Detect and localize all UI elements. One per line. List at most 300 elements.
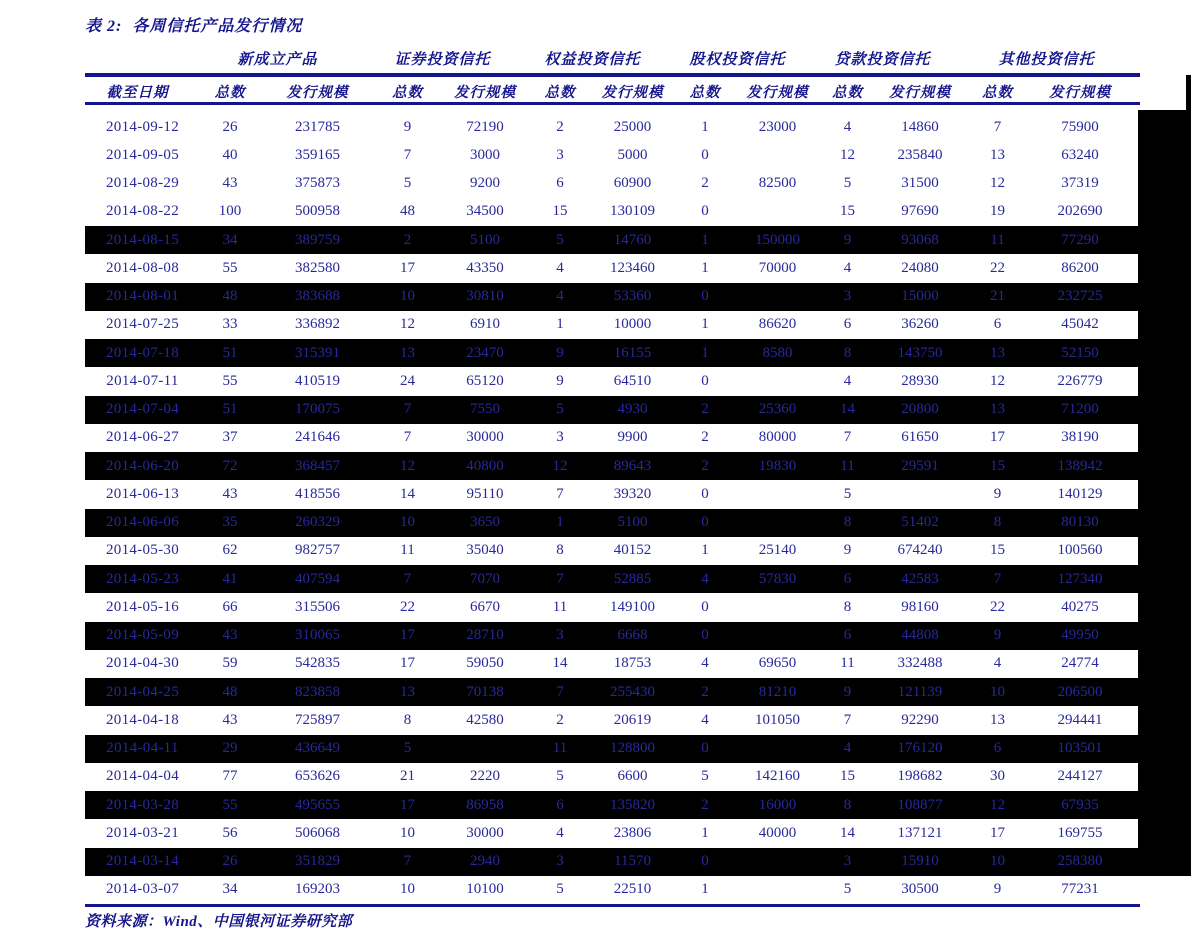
value-cell: 48 <box>222 288 238 305</box>
value-cell: 10000 <box>613 316 652 333</box>
value-cell: 4 <box>843 259 852 276</box>
value-cell: 11 <box>840 655 855 672</box>
value-cell: 14 <box>840 401 855 418</box>
group-header-stock-equity-trust: 股权投资信托 <box>689 51 786 68</box>
value-cell: 2940 <box>470 853 500 870</box>
value-cell: 15000 <box>901 288 939 305</box>
value-cell: 315506 <box>295 598 340 615</box>
value-cell: 17 <box>400 655 415 672</box>
group-header-loan-trust: 贷款投资信托 <box>834 51 931 68</box>
value-cell: 823858 <box>295 683 340 700</box>
table-row <box>85 706 1138 734</box>
value-cell: 5 <box>701 768 709 785</box>
value-cell: 21 <box>400 768 415 785</box>
value-cell: 34500 <box>466 203 504 220</box>
value-cell: 150000 <box>755 231 800 248</box>
value-cell: 542835 <box>295 655 340 672</box>
header-bottom-rule <box>85 102 1140 105</box>
value-cell: 31500 <box>901 175 939 192</box>
value-cell: 7070 <box>470 570 500 587</box>
value-cell: 11 <box>400 542 415 559</box>
value-cell: 30000 <box>466 824 504 841</box>
table-row <box>85 819 1138 847</box>
value-cell: 20800 <box>901 401 939 418</box>
date-cell: 2014-05-09 <box>106 627 179 644</box>
value-cell: 70000 <box>758 259 797 276</box>
value-cell: 7 <box>403 401 412 418</box>
value-cell: 10 <box>400 288 415 305</box>
date-cell: 2014-06-27 <box>106 429 179 446</box>
value-cell: 5 <box>403 175 412 192</box>
value-cell: 0 <box>701 372 709 389</box>
value-cell: 13 <box>990 401 1005 418</box>
value-cell: 51402 <box>901 514 939 531</box>
value-cell: 49950 <box>1061 627 1099 644</box>
subheader-count: 总数 <box>832 84 863 101</box>
value-cell: 26 <box>222 118 238 135</box>
value-cell: 169203 <box>295 881 340 898</box>
value-cell: 77 <box>222 768 238 785</box>
value-cell: 95110 <box>466 485 504 502</box>
value-cell: 100560 <box>1057 542 1103 559</box>
value-cell: 10 <box>400 824 415 841</box>
value-cell: 23000 <box>758 118 797 135</box>
value-cell: 2 <box>701 429 709 446</box>
value-cell: 5 <box>556 768 564 785</box>
value-cell: 5 <box>843 881 852 898</box>
value-cell: 22510 <box>613 881 652 898</box>
value-cell: 10 <box>990 683 1005 700</box>
value-cell: 8 <box>403 711 412 728</box>
value-cell: 40800 <box>466 457 504 474</box>
value-cell: 8580 <box>762 344 793 361</box>
value-cell: 375873 <box>295 175 340 192</box>
value-cell: 7 <box>403 853 412 870</box>
value-cell: 9 <box>556 344 564 361</box>
value-cell: 232725 <box>1057 288 1103 305</box>
value-cell: 11 <box>990 231 1005 248</box>
value-cell: 55 <box>222 372 238 389</box>
table-title: 表 2: 各周信托产品发行情况 <box>85 18 303 35</box>
value-cell: 86200 <box>1061 259 1099 276</box>
date-cell: 2014-05-30 <box>106 542 179 559</box>
value-cell: 22 <box>990 598 1005 615</box>
date-cell: 2014-08-15 <box>106 231 179 248</box>
value-cell: 56 <box>222 824 238 841</box>
header-top-rule <box>85 73 1140 77</box>
value-cell: 14760 <box>613 231 652 248</box>
value-cell: 1 <box>701 118 709 135</box>
value-cell: 241646 <box>295 429 340 446</box>
value-cell: 0 <box>701 627 709 644</box>
value-cell: 6 <box>843 570 852 587</box>
value-cell: 5100 <box>617 514 648 531</box>
value-cell: 7 <box>403 146 412 163</box>
value-cell: 9 <box>843 542 852 559</box>
value-cell: 13 <box>990 344 1005 361</box>
value-cell: 108877 <box>897 796 943 813</box>
value-cell: 17 <box>400 796 415 813</box>
value-cell: 12 <box>840 146 855 163</box>
value-cell: 30810 <box>466 288 504 305</box>
value-cell: 123460 <box>610 259 655 276</box>
value-cell: 51 <box>222 401 238 418</box>
value-cell: 86620 <box>758 316 797 333</box>
value-cell: 6 <box>843 316 852 333</box>
source-note: 资料来源：Wind、中国银河证券研究部 <box>85 914 353 930</box>
value-cell: 93068 <box>901 231 939 248</box>
value-cell: 137121 <box>897 824 943 841</box>
value-cell: 69650 <box>758 655 797 672</box>
value-cell: 3 <box>843 288 852 305</box>
value-cell: 359165 <box>295 146 340 163</box>
value-cell: 44808 <box>901 627 939 644</box>
value-cell: 72190 <box>466 118 504 135</box>
value-cell: 5 <box>843 175 852 192</box>
value-cell: 13 <box>990 146 1005 163</box>
value-cell: 28710 <box>466 627 504 644</box>
value-cell: 4 <box>843 740 852 757</box>
value-cell: 3 <box>843 853 852 870</box>
value-cell: 43 <box>222 711 238 728</box>
value-cell: 11 <box>840 457 855 474</box>
group-header-other-trust: 其他投资信托 <box>998 51 1095 68</box>
value-cell: 52150 <box>1061 344 1099 361</box>
value-cell: 80000 <box>758 429 797 446</box>
sub-header-row <box>85 80 1138 102</box>
date-cell: 2014-07-18 <box>106 344 179 361</box>
table-row <box>85 593 1138 621</box>
value-cell: 14 <box>840 824 855 841</box>
value-cell: 48 <box>400 203 415 220</box>
subheader-scale: 发行规模 <box>1049 84 1111 101</box>
value-cell: 55 <box>222 796 238 813</box>
value-cell: 725897 <box>295 711 340 728</box>
value-cell: 294441 <box>1057 711 1103 728</box>
value-cell: 28930 <box>901 372 939 389</box>
value-cell: 3 <box>556 429 564 446</box>
value-cell: 45042 <box>1061 316 1099 333</box>
value-cell: 332488 <box>897 655 943 672</box>
date-cell: 2014-04-18 <box>106 711 179 728</box>
table-row <box>85 650 1138 678</box>
value-cell: 43 <box>222 175 238 192</box>
table-row <box>85 339 1138 367</box>
table-row <box>85 198 1138 226</box>
value-cell: 11570 <box>614 853 651 870</box>
value-cell: 506068 <box>295 824 340 841</box>
date-cell: 2014-04-11 <box>106 740 179 757</box>
value-cell: 4 <box>843 118 852 135</box>
value-cell: 15 <box>990 457 1005 474</box>
value-cell: 436649 <box>295 740 340 757</box>
value-cell: 15 <box>840 768 855 785</box>
value-cell: 75900 <box>1061 118 1099 135</box>
value-cell: 383688 <box>295 288 340 305</box>
value-cell: 8 <box>993 514 1002 531</box>
value-cell: 3 <box>556 146 564 163</box>
date-cell: 2014-09-12 <box>106 118 179 135</box>
value-cell: 3000 <box>470 146 500 163</box>
value-cell: 6 <box>993 316 1002 333</box>
subheader-count: 总数 <box>392 84 423 101</box>
value-cell: 10100 <box>466 881 504 898</box>
date-cell: 2014-06-13 <box>106 485 179 502</box>
value-cell: 9 <box>993 627 1002 644</box>
value-cell: 244127 <box>1057 768 1103 785</box>
table-body <box>85 113 1138 904</box>
value-cell: 33 <box>222 316 238 333</box>
value-cell: 17 <box>400 259 415 276</box>
value-cell: 4 <box>701 711 709 728</box>
value-cell: 81210 <box>758 683 797 700</box>
value-cell: 25140 <box>758 542 797 559</box>
value-cell: 1 <box>701 316 709 333</box>
table-row <box>85 311 1138 339</box>
value-cell: 206500 <box>1057 683 1103 700</box>
value-cell: 138942 <box>1057 457 1103 474</box>
value-cell: 40275 <box>1061 598 1099 615</box>
value-cell: 7 <box>556 683 564 700</box>
table-row <box>85 396 1138 424</box>
value-cell: 29 <box>222 740 238 757</box>
value-cell: 3650 <box>470 514 500 531</box>
value-cell: 0 <box>701 740 709 757</box>
value-cell: 77290 <box>1061 231 1099 248</box>
value-cell: 198682 <box>897 768 943 785</box>
value-cell: 89643 <box>613 457 652 474</box>
value-cell: 25000 <box>613 118 652 135</box>
table-row <box>85 141 1138 169</box>
value-cell: 255430 <box>610 683 655 700</box>
value-cell: 235840 <box>897 146 943 163</box>
date-cell: 2014-08-29 <box>106 175 179 192</box>
value-cell: 26 <box>222 853 238 870</box>
value-cell: 127340 <box>1057 570 1103 587</box>
value-cell: 59 <box>222 655 238 672</box>
value-cell: 169755 <box>1057 824 1103 841</box>
value-cell: 10 <box>400 881 415 898</box>
value-cell: 149100 <box>610 598 655 615</box>
value-cell: 176120 <box>897 740 943 757</box>
value-cell: 34 <box>222 231 238 248</box>
value-cell: 12 <box>552 457 568 474</box>
value-cell: 22 <box>990 259 1005 276</box>
value-cell: 23470 <box>466 344 504 361</box>
value-cell: 30500 <box>901 881 939 898</box>
value-cell: 30 <box>990 768 1005 785</box>
value-cell: 86958 <box>466 796 504 813</box>
subheader-scale: 发行规模 <box>601 84 664 101</box>
group-header-new-products: 新成立产品 <box>237 51 318 68</box>
value-cell: 6 <box>993 740 1002 757</box>
subheader-scale: 发行规模 <box>454 84 516 101</box>
value-cell: 42580 <box>466 711 504 728</box>
date-cell: 2014-03-07 <box>106 881 179 898</box>
value-cell: 6 <box>843 627 852 644</box>
value-cell: 80130 <box>1061 514 1099 531</box>
column-group-header-row <box>85 47 1138 69</box>
value-cell: 121139 <box>897 683 943 700</box>
date-cell: 2014-03-28 <box>106 796 179 813</box>
value-cell: 10 <box>400 514 415 531</box>
value-cell: 65120 <box>466 372 504 389</box>
value-cell: 53360 <box>613 288 652 305</box>
value-cell: 258380 <box>1057 853 1103 870</box>
subheader-count: 总数 <box>982 84 1013 101</box>
value-cell: 48 <box>222 683 238 700</box>
value-cell: 23806 <box>613 824 652 841</box>
render-artifact-right-strip <box>1138 110 1191 226</box>
value-cell: 9 <box>843 231 852 248</box>
value-cell: 143750 <box>897 344 943 361</box>
value-cell: 140129 <box>1057 485 1103 502</box>
value-cell: 4 <box>993 655 1002 672</box>
value-cell: 4930 <box>617 401 648 418</box>
value-cell: 1 <box>701 824 709 841</box>
value-cell: 128800 <box>610 740 655 757</box>
value-cell: 231785 <box>295 118 340 135</box>
value-cell: 100 <box>218 203 242 220</box>
value-cell: 1 <box>701 542 709 559</box>
value-cell: 17 <box>990 429 1005 446</box>
value-cell: 6600 <box>617 768 648 785</box>
value-cell: 0 <box>701 598 709 615</box>
table-row <box>85 876 1138 904</box>
value-cell: 5 <box>556 231 564 248</box>
value-cell: 12 <box>990 175 1005 192</box>
value-cell: 7550 <box>470 401 500 418</box>
value-cell: 653626 <box>295 768 340 785</box>
value-cell: 38190 <box>1061 429 1099 446</box>
value-cell: 142160 <box>755 768 800 785</box>
value-cell: 14860 <box>901 118 939 135</box>
value-cell: 40152 <box>613 542 652 559</box>
value-cell: 310065 <box>295 627 340 644</box>
value-cell: 35040 <box>466 542 504 559</box>
value-cell: 2 <box>556 711 564 728</box>
date-cell: 2014-08-08 <box>106 259 179 276</box>
value-cell: 36260 <box>901 316 939 333</box>
value-cell: 97690 <box>901 203 939 220</box>
value-cell: 8 <box>556 542 564 559</box>
value-cell: 72 <box>222 457 238 474</box>
date-cell: 2014-07-11 <box>106 372 179 389</box>
value-cell: 0 <box>701 853 709 870</box>
value-cell: 5 <box>843 485 852 502</box>
date-cell: 2014-07-25 <box>106 316 179 333</box>
value-cell: 67935 <box>1061 796 1099 813</box>
table-row <box>85 848 1138 876</box>
value-cell: 19830 <box>758 457 797 474</box>
value-cell: 130109 <box>610 203 655 220</box>
value-cell: 7 <box>993 118 1002 135</box>
value-cell: 407594 <box>295 570 340 587</box>
value-cell: 37 <box>222 429 238 446</box>
value-cell: 5 <box>556 401 564 418</box>
value-cell: 82500 <box>758 175 797 192</box>
table-row <box>85 791 1138 819</box>
value-cell: 12 <box>400 316 415 333</box>
value-cell: 4 <box>701 570 709 587</box>
value-cell: 30000 <box>466 429 504 446</box>
date-cell: 2014-04-30 <box>106 655 179 672</box>
value-cell: 8 <box>843 344 852 361</box>
subheader-count: 总数 <box>544 84 576 101</box>
table-row <box>85 424 1138 452</box>
value-cell: 25360 <box>758 401 797 418</box>
table-row <box>85 678 1138 706</box>
value-cell: 0 <box>701 203 709 220</box>
table-row <box>85 735 1138 763</box>
date-cell: 2014-09-05 <box>106 146 179 163</box>
value-cell: 389759 <box>295 231 340 248</box>
value-cell: 43 <box>222 485 238 502</box>
value-cell: 2 <box>701 401 709 418</box>
value-cell: 22 <box>400 598 415 615</box>
value-cell: 1 <box>701 259 709 276</box>
value-cell: 59050 <box>466 655 504 672</box>
value-cell: 18753 <box>613 655 652 672</box>
value-cell: 0 <box>701 146 709 163</box>
value-cell: 15 <box>990 542 1005 559</box>
value-cell: 39320 <box>613 485 652 502</box>
value-cell: 4 <box>701 655 709 672</box>
value-cell: 21 <box>990 288 1005 305</box>
value-cell: 202690 <box>1057 203 1103 220</box>
value-cell: 24080 <box>901 259 939 276</box>
value-cell: 52885 <box>613 570 652 587</box>
value-cell: 101050 <box>755 711 800 728</box>
value-cell: 226779 <box>1057 372 1103 389</box>
value-cell: 57830 <box>758 570 797 587</box>
value-cell: 20619 <box>613 711 652 728</box>
date-cell: 2014-04-04 <box>106 768 179 785</box>
value-cell: 63240 <box>1061 146 1099 163</box>
value-cell: 315391 <box>295 344 340 361</box>
value-cell: 2 <box>556 118 564 135</box>
date-cell: 2014-05-16 <box>106 598 179 615</box>
value-cell: 500958 <box>295 203 340 220</box>
table-row <box>85 565 1138 593</box>
value-cell: 12 <box>990 796 1005 813</box>
date-cell: 2014-08-01 <box>106 288 179 305</box>
value-cell: 17 <box>990 824 1005 841</box>
value-cell: 43350 <box>466 259 504 276</box>
value-cell: 17 <box>400 627 415 644</box>
value-cell: 4 <box>843 372 852 389</box>
subheader-scale: 发行规模 <box>286 84 349 101</box>
value-cell: 1 <box>701 344 709 361</box>
subheader-count: 总数 <box>214 84 246 101</box>
table-row <box>85 452 1138 480</box>
value-cell: 34 <box>222 881 238 898</box>
value-cell: 0 <box>701 288 709 305</box>
date-cell: 2014-03-14 <box>106 853 179 870</box>
table-row <box>85 113 1138 141</box>
value-cell: 7 <box>403 429 412 446</box>
value-cell: 42583 <box>901 570 939 587</box>
value-cell: 0 <box>701 514 709 531</box>
value-cell: 40 <box>222 146 238 163</box>
value-cell: 24774 <box>1061 655 1099 672</box>
group-header-equity-interest-trust: 权益投资信托 <box>544 51 641 68</box>
value-cell: 60900 <box>613 175 652 192</box>
value-cell: 0 <box>701 485 709 502</box>
render-artifact-edge-line <box>1186 75 1191 110</box>
date-cell: 2014-07-04 <box>106 401 179 418</box>
value-cell: 5000 <box>617 146 648 163</box>
